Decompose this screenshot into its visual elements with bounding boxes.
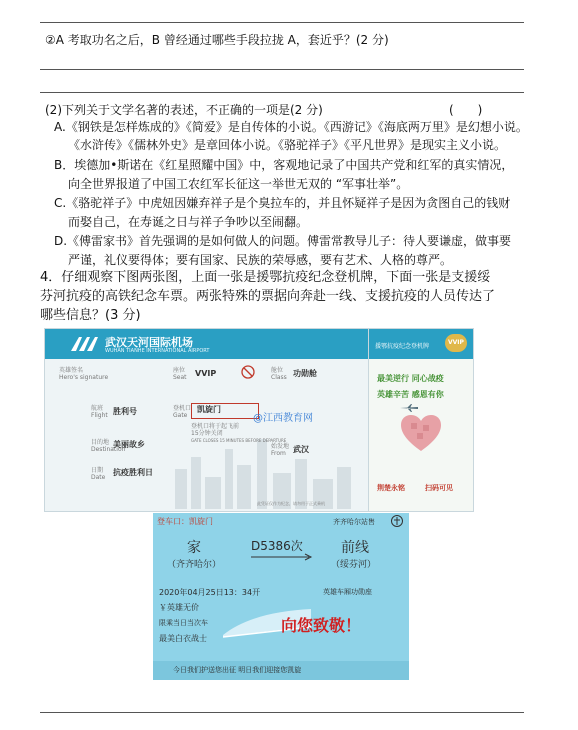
vvip-badge-text: VVIP [448,339,464,346]
ticket-to-sub: （绥芬河） [331,560,377,570]
gate-value: 凯旋门 [197,405,221,414]
from-value: 武汉 [293,445,309,454]
ticket-limit: 限乘当日当次车 [159,619,208,627]
ticket-price: ￥英雄无价 [159,603,199,612]
option-c-line2: 而娶自己，在寿诞之日与祥子争吵以至闹翻。 [68,215,309,229]
date-label: 日期 [91,467,104,474]
date-value: 抗疫胜利日 [113,468,153,477]
stub-title: 援鄂抗疫纪念登机牌 [375,343,430,350]
class-label-en: Class [271,374,287,381]
no-smoking-icon [241,365,255,379]
seat-label-en: Seat [173,374,187,381]
airport-name-en: WUHAN TIANHE INTERNATIONAL AIRPORT [105,348,210,354]
destination-label-en: Destination [91,446,126,453]
option-c-line1: C.《骆驼祥子》中虎妞因嫌弃祥子是个臭拉车的，并且怀疑祥子是因为贪图自己的钱财 [54,196,511,210]
question-4-line2: 芬河抗疫的高铁纪念车票。两张特殊的票据向奔赴一线、支援抗疫的人员传达了 [40,289,496,304]
from-label: 始发地 [271,443,290,450]
flight-value: 胜利号 [113,407,137,416]
question-4-line3: 哪些信息？(3 分) [40,308,141,323]
gate-label-en: Gate [173,412,188,419]
option-b-line1: B．埃德加•斯诺在《红星照耀中国》中，客观地记录了中国共产党和红军的真实情况， [54,158,514,172]
boarding-note-2: 15分钟关闭 [191,430,223,437]
answer-line [40,92,524,93]
answer-line [40,69,524,70]
stub-slogan-1: 最美逆行 同心战疫 [377,374,444,383]
railway-logo-icon [391,515,403,527]
footer-note: 此凭证仅作为纪念，请勿用于正式乘机 [257,501,325,506]
heart-qr-icon [399,413,443,453]
option-a-line1: A.《钢铁是怎样炼成的》《简爱》是自传体的小说。《西游记》《海底两万里》是幻想小说。 [54,120,528,134]
stub-slogan-2: 英雄辛苦 感恩有你 [377,390,444,399]
ticket-from: 家 [187,540,201,556]
class-value: 功勋舱 [293,369,317,378]
ticket-salute: 向您致敬！ [281,616,362,635]
option-a-line2: 《水浒传》《儒林外史》是章回体小说。《骆驼祥子》《平凡世界》是现实主义小说。 [68,138,507,152]
hero-label-en: Hero's signature [59,374,109,381]
top-rule [40,22,524,23]
option-d-line1: D.《傅雷家书》首先强调的是如何做人的问题。傅雷常教导儿子：待人要谦虚，做事要 [54,234,512,248]
from-label-en: From [271,450,286,457]
stub-line-4: 扫码可见 [425,484,453,492]
ticket-train-number: D5386次 [251,539,303,553]
hero-label: 英雄签名 [59,367,84,374]
seat-value: VVIP [195,369,217,378]
class-label: 舱位 [271,367,284,374]
ticket-seat: 英雄车厢功勋座 [323,588,372,596]
seat-label: 座位 [173,367,186,374]
answer-bracket: ( ) [449,103,483,117]
ticket-to: 前线 [341,540,369,556]
airplane-icon [399,403,419,413]
ticket-platform: 登车口：凯旋门 [157,517,213,526]
airport-name: 武汉天河国际机场 [105,336,193,349]
literature-stem: (2)下列关于文学名著的表述，不正确的一项是(2 分) [45,103,323,117]
boarding-pass-stub [368,328,474,512]
sub-question-2: ②A 考取功名之后，B 曾经通过哪些手段拉拢 A，套近乎？(2 分) [45,33,389,47]
watermark: @江西教育网 [253,413,313,424]
airport-logo-icon [69,335,99,353]
boarding-note: 登机口将于起飞前 [191,423,240,430]
ticket-passenger: 最美白衣战士 [159,634,207,643]
question-4-line1: 4．仔细观察下图两张图，上面一张是援鄂抗疫纪念登机牌，下面一张是支援绥 [40,270,491,285]
stub-line-3: 荆楚永铭 [377,484,405,492]
flight-label-en: Flight [91,412,108,419]
ticket-datetime: 2020年04月25日13：34开 [159,588,261,597]
train-ticket [153,513,409,680]
option-d-line2: 严谨，礼仪要得体；要有国家、民族的荣辱感，要有艺术、人格的尊严。 [68,253,453,267]
ticket-from-sub: （齐齐哈尔） [167,560,222,570]
ticket-footer: 今日我们护送您出征 明日我们迎接您凯旋 [173,666,302,674]
direction-arrow-icon [251,553,313,561]
destination-value: 美丽故乡 [113,440,145,449]
option-b-line2: 向全世界报道了中国工农红军长征这一举世无双的 “军事壮举”。 [68,177,409,191]
gate-label: 登机口 [173,405,192,412]
boarding-pass [44,328,370,512]
ticket-station: 齐齐哈尔站售 [333,518,375,526]
destination-label: 目的地 [91,439,110,446]
date-label-en: Date [91,474,106,481]
bottom-rule [40,712,524,713]
boarding-note-en: GATE CLOSES 15 MINUTES BEFORE DEPARTURE [191,438,287,443]
flight-label: 航班 [91,405,104,412]
